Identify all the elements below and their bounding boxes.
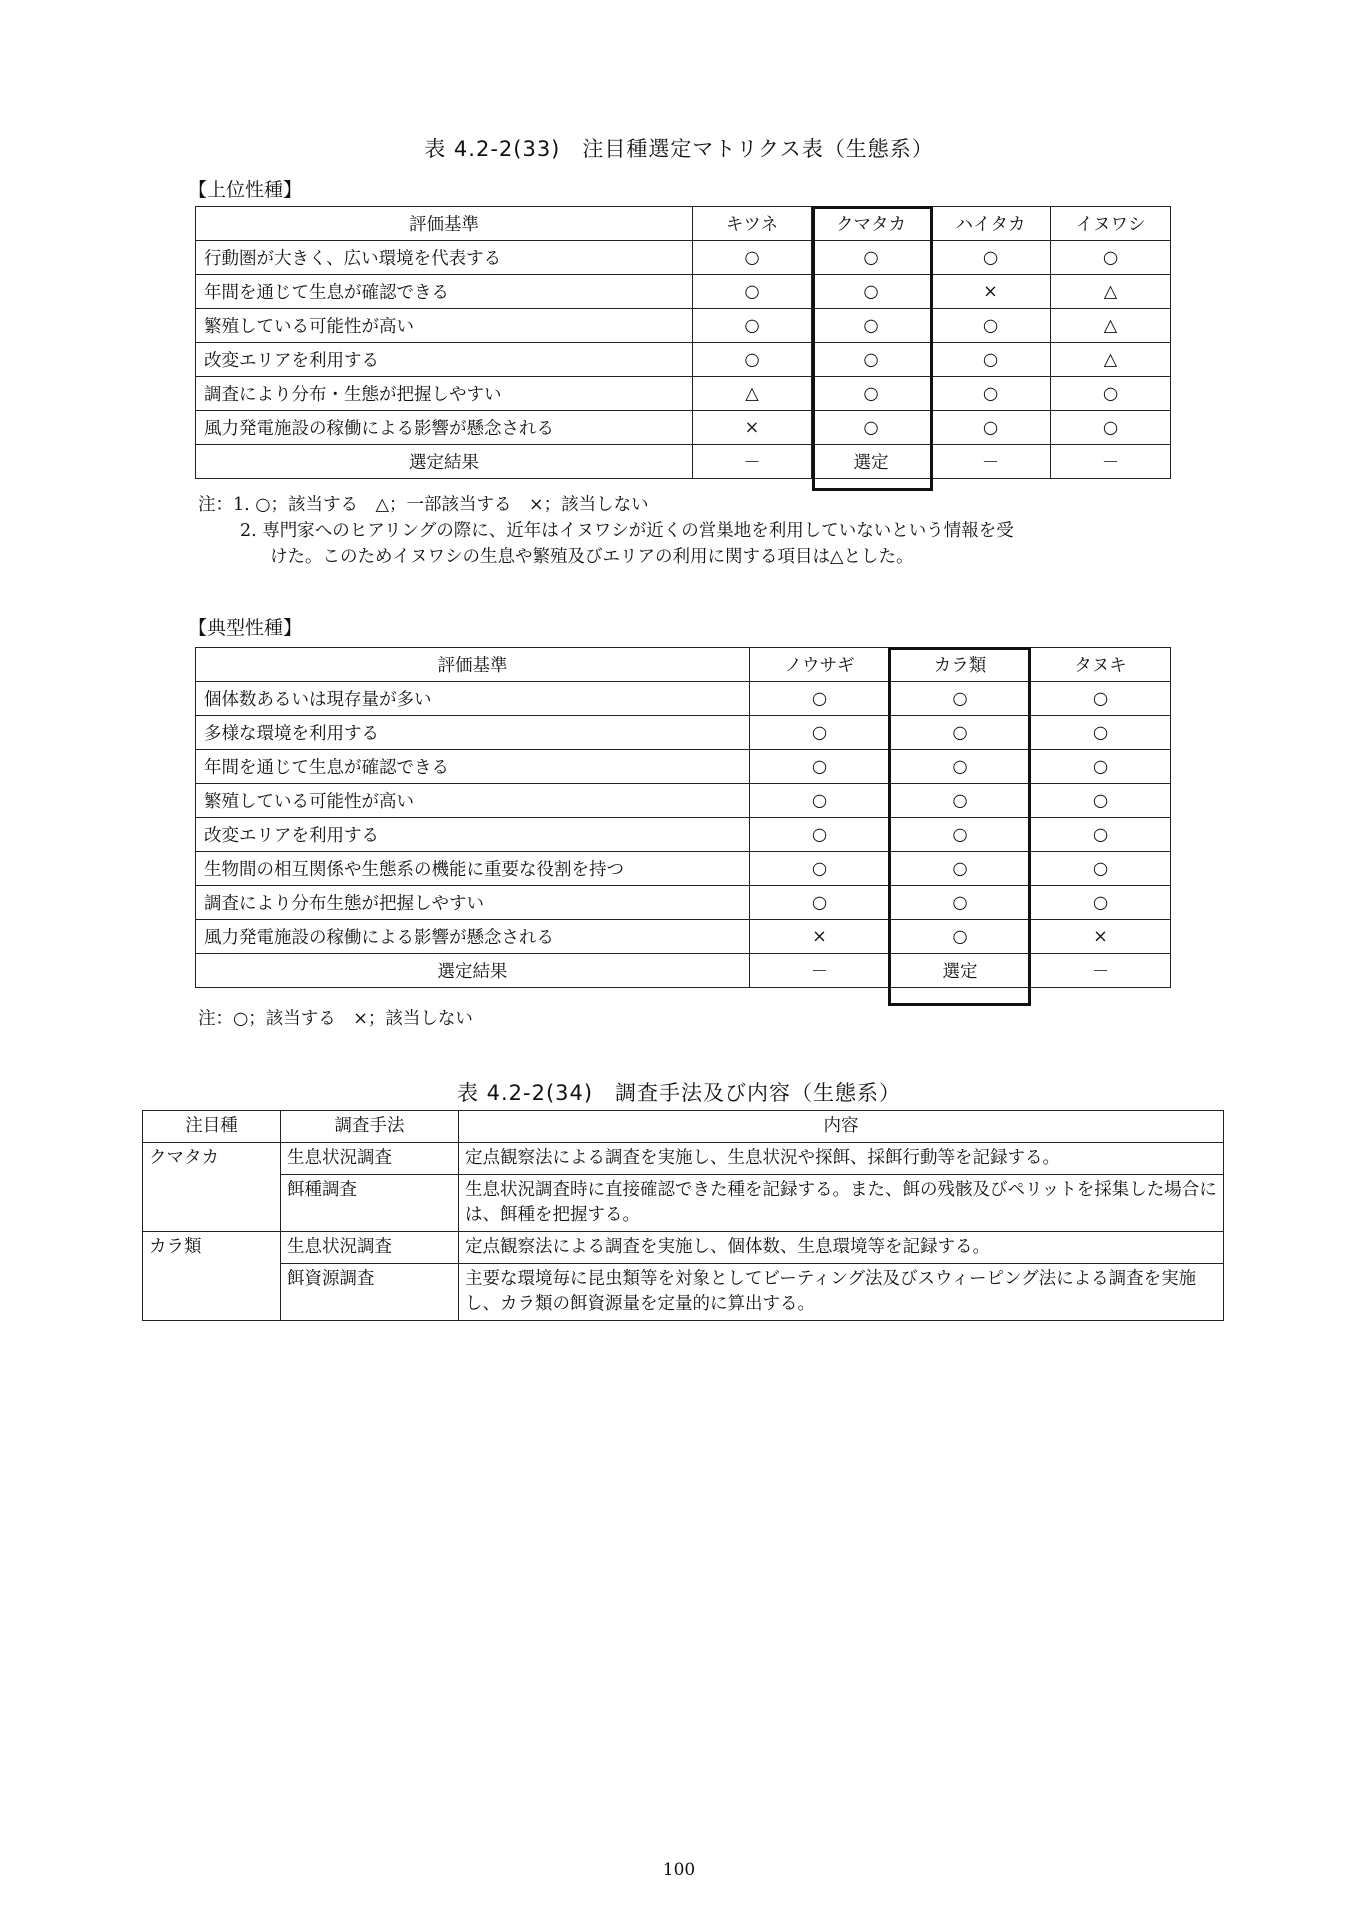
- table-row: [196, 377, 1171, 411]
- evaluation-mark: △: [1051, 343, 1171, 377]
- table-row: [143, 1175, 1224, 1232]
- criterion-cell: 風力発電施設の稼働による影響が懸念される: [196, 920, 750, 954]
- table-row: [196, 445, 1171, 479]
- evaluation-mark: ○: [1031, 716, 1171, 750]
- evaluation-mark: ○: [1051, 377, 1171, 411]
- evaluation-mark: ○: [890, 716, 1031, 750]
- table-row: [196, 411, 1171, 445]
- criterion-cell: 年間を通じて生息が確認できる: [196, 275, 693, 309]
- header-content: 内容: [459, 1111, 1224, 1143]
- table2-note: 注：○；該当する ×；該当しない: [198, 1009, 473, 1029]
- table-row: [196, 309, 1171, 343]
- evaluation-mark: ○: [890, 750, 1031, 784]
- evaluation-mark: ×: [693, 411, 812, 445]
- evaluation-mark: ○: [931, 309, 1051, 343]
- header-species: 注目種: [143, 1111, 281, 1143]
- evaluation-mark: ○: [931, 377, 1051, 411]
- table1-note-3: けた。このためイヌワシの生息や繁殖及びエリアの利用に関する項目は△とした。: [270, 547, 914, 567]
- table1-note-1: 注：1. ○；該当する △；一部該当する ×；該当しない: [198, 495, 649, 515]
- evaluation-mark: ○: [812, 275, 931, 309]
- evaluation-mark: ○: [693, 275, 812, 309]
- evaluation-mark: ○: [1051, 411, 1171, 445]
- content-cell: 定点観察法による調査を実施し、個体数、生息環境等を記録する。: [459, 1232, 1224, 1264]
- header-species: キツネ: [693, 207, 812, 241]
- evaluation-mark: △: [1051, 275, 1171, 309]
- criterion-cell: 調査により分布・生態が把握しやすい: [196, 377, 693, 411]
- species-cell: クマタカ: [143, 1143, 281, 1232]
- table-row: [196, 343, 1171, 377]
- table-row: [196, 886, 1171, 920]
- evaluation-mark: ○: [890, 852, 1031, 886]
- header-species: ハイタカ: [931, 207, 1051, 241]
- evaluation-mark: 選定: [812, 445, 931, 479]
- evaluation-mark: ×: [750, 920, 890, 954]
- table-row: [196, 716, 1171, 750]
- table-header-row: [196, 207, 1171, 241]
- header-criteria: 評価基準: [196, 648, 750, 682]
- criterion-cell: 選定結果: [196, 954, 750, 988]
- header-species: クマタカ: [812, 207, 931, 241]
- header-species: カラ類: [890, 648, 1031, 682]
- evaluation-mark: －: [693, 445, 812, 479]
- criterion-cell: 年間を通じて生息が確認できる: [196, 750, 750, 784]
- table-row: [196, 784, 1171, 818]
- evaluation-mark: ○: [750, 886, 890, 920]
- table-row: [196, 954, 1171, 988]
- header-criteria: 評価基準: [196, 207, 693, 241]
- evaluation-mark: ○: [750, 682, 890, 716]
- evaluation-mark: ○: [931, 411, 1051, 445]
- evaluation-mark: ○: [693, 309, 812, 343]
- evaluation-mark: －: [931, 445, 1051, 479]
- evaluation-mark: ○: [1051, 241, 1171, 275]
- table-row: [196, 750, 1171, 784]
- evaluation-mark: ○: [1031, 852, 1171, 886]
- header-species: ノウサギ: [750, 648, 890, 682]
- evaluation-mark: ○: [1031, 682, 1171, 716]
- evaluation-mark: ○: [1031, 750, 1171, 784]
- table-row: [196, 682, 1171, 716]
- evaluation-mark: ○: [750, 784, 890, 818]
- evaluation-mark: ○: [1031, 784, 1171, 818]
- criterion-cell: 繁殖している可能性が高い: [196, 784, 750, 818]
- evaluation-mark: ○: [890, 920, 1031, 954]
- content-cell: 定点観察法による調査を実施し、生息状況や探餌、採餌行動等を記録する。: [459, 1143, 1224, 1175]
- evaluation-mark: －: [1051, 445, 1171, 479]
- method-cell: 生息状況調査: [281, 1143, 459, 1175]
- criterion-cell: 選定結果: [196, 445, 693, 479]
- evaluation-mark: ○: [1031, 886, 1171, 920]
- evaluation-mark: △: [693, 377, 812, 411]
- criterion-cell: 改変エリアを利用する: [196, 343, 693, 377]
- criterion-cell: 改変エリアを利用する: [196, 818, 750, 852]
- evaluation-mark: －: [1031, 954, 1171, 988]
- table-header-row: [196, 648, 1171, 682]
- evaluation-mark: ×: [1031, 920, 1171, 954]
- survey-method-table: [142, 1110, 1224, 1321]
- evaluation-mark: 選定: [890, 954, 1031, 988]
- evaluation-mark: △: [1051, 309, 1171, 343]
- table-row: [196, 818, 1171, 852]
- evaluation-mark: ○: [812, 411, 931, 445]
- evaluation-mark: ○: [750, 750, 890, 784]
- table3-caption: 表 4.2-2(34) 調査手法及び内容（生態系）: [456, 1081, 902, 1105]
- table-row: [143, 1143, 1224, 1175]
- method-cell: 生息状況調査: [281, 1232, 459, 1264]
- evaluation-mark: ○: [931, 241, 1051, 275]
- evaluation-mark: ○: [693, 241, 812, 275]
- table-row: [143, 1232, 1224, 1264]
- evaluation-mark: ○: [693, 343, 812, 377]
- criterion-cell: 行動圏が大きく、広い環境を代表する: [196, 241, 693, 275]
- content-cell: 生息状況調査時に直接確認できた種を記録する。また、餌の残骸及びペリットを採集した場合には、餌種を把握する。: [459, 1175, 1224, 1232]
- table-header-row: [143, 1111, 1224, 1143]
- table1-caption: 表 4.2-2(33) 注目種選定マトリクス表（生態系）: [424, 137, 934, 161]
- species-cell: カラ類: [143, 1232, 281, 1321]
- criterion-cell: 生物間の相互関係や生態系の機能に重要な役割を持つ: [196, 852, 750, 886]
- method-cell: 餌資源調査: [281, 1264, 459, 1321]
- table2-section-heading: 【典型性種】: [188, 617, 303, 639]
- table1-note-2: 2. 専門家へのヒアリングの際に、近年はイヌワシが近くの営巣地を利用していないという情報を受: [240, 521, 1014, 541]
- species-selection-matrix-upper: [195, 206, 1171, 479]
- evaluation-mark: ○: [812, 377, 931, 411]
- table1-section-heading: 【上位性種】: [188, 179, 303, 201]
- criterion-cell: 調査により分布生態が把握しやすい: [196, 886, 750, 920]
- table-row: [196, 275, 1171, 309]
- evaluation-mark: ○: [750, 818, 890, 852]
- evaluation-mark: ○: [750, 716, 890, 750]
- evaluation-mark: ○: [890, 886, 1031, 920]
- table-row: [143, 1264, 1224, 1321]
- content-cell: 主要な環境毎に昆虫類等を対象としてビーティング法及びスウィーピング法による調査を実施し、カラ類の餌資源量を定量的に算出する。: [459, 1264, 1224, 1321]
- header-species: タヌキ: [1031, 648, 1171, 682]
- method-cell: 餌種調査: [281, 1175, 459, 1232]
- criterion-cell: 個体数あるいは現存量が多い: [196, 682, 750, 716]
- evaluation-mark: ○: [812, 241, 931, 275]
- criterion-cell: 風力発電施設の稼働による影響が懸念される: [196, 411, 693, 445]
- evaluation-mark: ○: [890, 818, 1031, 852]
- header-method: 調査手法: [281, 1111, 459, 1143]
- table-row: [196, 920, 1171, 954]
- evaluation-mark: ○: [931, 343, 1051, 377]
- evaluation-mark: ○: [890, 784, 1031, 818]
- table-row: [196, 852, 1171, 886]
- evaluation-mark: －: [750, 954, 890, 988]
- evaluation-mark: ○: [812, 309, 931, 343]
- evaluation-mark: ○: [1031, 818, 1171, 852]
- criterion-cell: 繁殖している可能性が高い: [196, 309, 693, 343]
- criterion-cell: 多様な環境を利用する: [196, 716, 750, 750]
- evaluation-mark: ○: [812, 343, 931, 377]
- page-number: 100: [662, 1860, 696, 1880]
- evaluation-mark: ○: [890, 682, 1031, 716]
- evaluation-mark: ○: [750, 852, 890, 886]
- evaluation-mark: ×: [931, 275, 1051, 309]
- species-selection-matrix-typical: [195, 647, 1171, 988]
- header-species: イヌワシ: [1051, 207, 1171, 241]
- table-row: [196, 241, 1171, 275]
